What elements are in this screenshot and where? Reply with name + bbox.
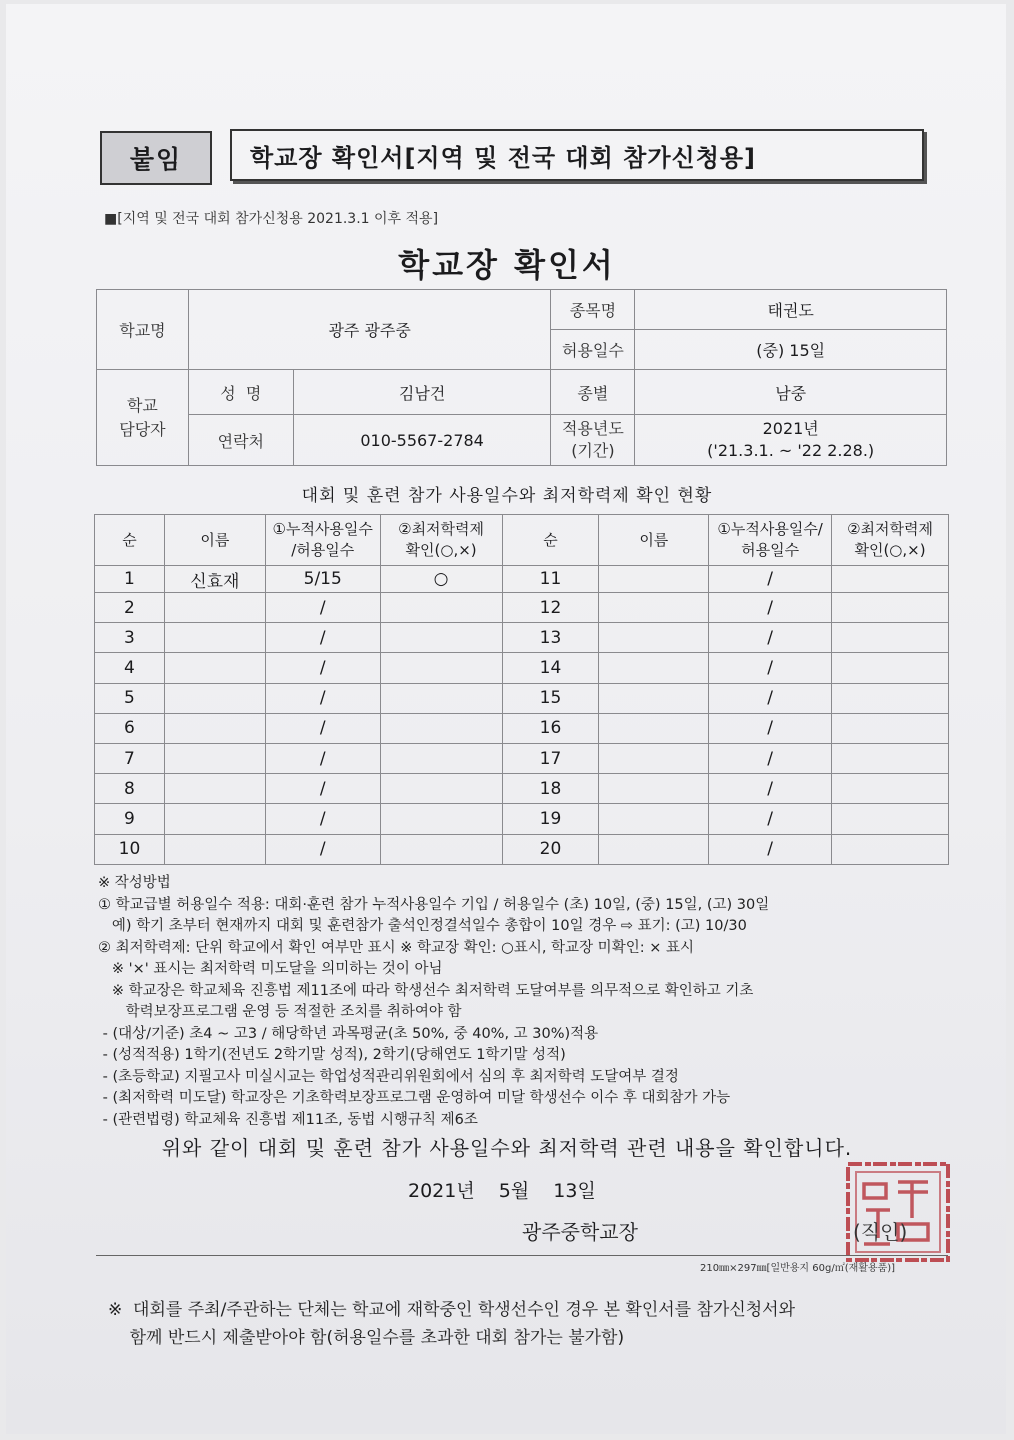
row-check — [832, 774, 949, 804]
date-month: 5월 — [498, 1180, 530, 1202]
row-name — [599, 593, 709, 623]
row-number: 9 — [95, 804, 165, 834]
instruction-line: - (최저학력 미도달) 학교장은 기초학력보장프로그램 운영하여 미달 학생선수 이수 후 대회참가 가능 — [98, 1090, 731, 1106]
header-days-right-2: 허용일수 — [741, 541, 800, 559]
row-name — [599, 804, 709, 834]
row-number: 20 — [502, 834, 599, 864]
instruction-line: ① 학교급별 허용일수 적용: 대회·훈련 참가 누적사용일수 기입 / 허용일수 (초) 10일, (중) 15일, (고) 30일 — [98, 896, 770, 913]
row-check — [832, 653, 949, 683]
row-days: / — [265, 743, 380, 773]
row-check — [832, 623, 949, 653]
row-name — [164, 623, 265, 653]
school-value: 광주 광주중 — [188, 290, 551, 370]
row-days: / — [265, 593, 380, 623]
row-name — [599, 653, 709, 683]
seal-mark-text: (직인) — [853, 1220, 908, 1244]
year-label — [551, 415, 635, 466]
row-check — [832, 566, 949, 593]
category-value: 남중 — [635, 370, 947, 415]
instruction-line: ※ '×' 표시는 최저학력 미도달을 의미하는 것이 아님 — [98, 961, 443, 977]
year-label-1: 적용년도 — [561, 419, 624, 438]
instruction-line: - (성적적용) 1학기(전년도 2학기말 성적), 2학기(당해연도 1학기말 성적) — [98, 1047, 566, 1063]
participation-table — [94, 514, 949, 865]
row-days: / — [709, 743, 832, 773]
staff-label — [97, 370, 189, 466]
row-number: 10 — [95, 834, 165, 864]
header-days-2: /허용일수 — [291, 541, 355, 559]
row-name — [164, 743, 265, 773]
row-days: / — [709, 566, 832, 593]
header-days-right-1: ①누적사용일수/ — [717, 520, 823, 538]
instruction-line: - (초등학교) 지필고사 미실시교는 학업성적관리위원회에서 심의 후 최저학력 도달여부 결정 — [98, 1068, 679, 1085]
row-days: 5/15 — [265, 566, 380, 593]
row-number: 18 — [502, 774, 599, 804]
row-name — [599, 834, 709, 864]
row-number: 19 — [502, 804, 599, 834]
header-check — [380, 515, 502, 566]
bottom-note — [108, 1296, 795, 1352]
header-name-right: 이름 — [599, 515, 709, 566]
year-value-1: 2021년 — [762, 419, 819, 438]
table-row — [95, 834, 949, 864]
row-check — [832, 743, 949, 773]
bottom-note-line: 함께 반드시 제출받아야 함(허용일수를 초과한 대회 참가는 불가함) — [108, 1328, 625, 1348]
staff-label-2: 담당자 — [119, 419, 166, 439]
table-row — [95, 623, 949, 653]
header-check-right-1: ②최저학력제 — [847, 520, 933, 538]
table-row — [95, 774, 949, 804]
row-number: 17 — [502, 743, 599, 773]
row-number: 6 — [95, 713, 165, 743]
row-number: 3 — [95, 623, 165, 653]
row-check — [380, 593, 502, 623]
row-name — [599, 713, 709, 743]
row-name — [599, 743, 709, 773]
issue-date — [408, 1176, 614, 1203]
year-label-2: (기간) — [571, 441, 615, 460]
staff-label-1: 학교 — [126, 395, 158, 415]
box-title-text: 학교장 확인서[지역 및 전국 대회 참가신청용] — [250, 143, 757, 172]
section-title: 대회 및 훈련 참가 사용일수와 최저학력제 확인 현황 — [301, 486, 713, 506]
row-check — [832, 683, 949, 713]
row-check — [832, 834, 949, 864]
principal-name: 광주중학교장 — [522, 1220, 638, 1244]
row-days: / — [709, 593, 832, 623]
row-number: 15 — [502, 683, 599, 713]
row-check — [380, 713, 502, 743]
row-number: 4 — [95, 653, 165, 683]
row-check — [380, 834, 502, 864]
page-title: 학교장 확인서 — [398, 246, 616, 284]
table-row — [95, 653, 949, 683]
row-days: / — [709, 804, 832, 834]
instruction-line: ※ 작성방법 — [98, 875, 171, 891]
instruction-line: 예) 학기 초부터 현재까지 대회 및 훈련참가 출석인정결석일수 총합이 10일 경우 ⇨ 표기: (고) 10/30 — [98, 918, 747, 934]
event-value: 태권도 — [635, 290, 947, 330]
instruction-line: 학력보장프로그램 운영 등 적절한 조치를 취하여야 함 — [98, 1004, 462, 1020]
row-check — [380, 623, 502, 653]
bottom-note-line: ※ 대회를 주최/주관하는 단체는 학교에 재학중인 학생선수인 경우 본 확인서를 참가신청서와 — [108, 1300, 796, 1320]
table-header-row — [95, 515, 949, 566]
table-row — [95, 713, 949, 743]
header-days-1: ①누적사용일수 — [272, 520, 373, 538]
row-name — [599, 566, 709, 593]
header-days — [265, 515, 380, 566]
contact-value: 010-5567-2784 — [293, 415, 551, 466]
row-name: 신효재 — [164, 566, 265, 593]
box-title — [230, 129, 924, 181]
year-value-2: ('21.3.1. ~ '22 2.28.) — [707, 441, 875, 460]
row-name — [164, 774, 265, 804]
row-check: ○ — [380, 566, 502, 593]
name-label: 성 명 — [188, 370, 293, 415]
writing-instructions — [98, 873, 769, 1131]
row-days: / — [265, 774, 380, 804]
row-number: 1 — [95, 566, 165, 593]
row-number: 13 — [502, 623, 599, 653]
header-check-1: ②최저학력제 — [398, 520, 485, 538]
table-row — [95, 683, 949, 713]
row-days: / — [709, 713, 832, 743]
header-days-right — [709, 515, 832, 566]
row-name — [164, 713, 265, 743]
row-number: 5 — [95, 683, 165, 713]
row-number: 16 — [502, 713, 599, 743]
row-days: / — [709, 623, 832, 653]
header-name: 이름 — [164, 515, 265, 566]
row-check — [380, 653, 502, 683]
school-label: 학교명 — [97, 290, 189, 370]
row-number: 8 — [95, 774, 165, 804]
row-check — [832, 804, 949, 834]
days-value: (중) 15일 — [635, 330, 947, 370]
row-number: 12 — [502, 593, 599, 623]
date-day: 13일 — [553, 1180, 596, 1202]
row-check — [380, 804, 502, 834]
official-seal-icon — [840, 1158, 958, 1268]
table-row — [95, 593, 949, 623]
row-days: / — [265, 804, 380, 834]
row-check — [832, 593, 949, 623]
header-no: 순 — [95, 515, 165, 566]
row-days: / — [265, 713, 380, 743]
paper-spec: 210㎜×297㎜[일반용지 60g/㎡(재활용품)] — [700, 1263, 896, 1274]
row-days: / — [709, 774, 832, 804]
row-number: 11 — [502, 566, 599, 593]
row-number: 14 — [502, 653, 599, 683]
instruction-line: - (관련법령) 학교체육 진흥법 제11조, 동법 시행규칙 제6조 — [98, 1111, 478, 1128]
row-days: / — [265, 834, 380, 864]
date-year: 2021년 — [408, 1180, 475, 1202]
header-check-right — [832, 515, 949, 566]
table-row — [95, 566, 949, 593]
event-label: 종목명 — [551, 290, 635, 330]
name-value: 김남건 — [293, 370, 551, 415]
row-name — [164, 804, 265, 834]
year-value — [635, 415, 947, 466]
row-check — [380, 774, 502, 804]
row-name — [164, 834, 265, 864]
info-table — [96, 289, 947, 466]
row-days: / — [265, 683, 380, 713]
category-label: 종별 — [551, 370, 635, 415]
row-days: / — [265, 623, 380, 653]
row-name — [164, 683, 265, 713]
row-days: / — [265, 653, 380, 683]
table-row — [95, 804, 949, 834]
table-row — [95, 743, 949, 773]
instruction-line: - (대상/기준) 초4 ~ 고3 / 해당학년 과목평균(초 50%, 중 40%, 고 30%)적용 — [98, 1025, 599, 1042]
row-check — [832, 713, 949, 743]
row-days: / — [709, 683, 832, 713]
row-name — [599, 774, 709, 804]
row-number: 7 — [95, 743, 165, 773]
row-name — [164, 593, 265, 623]
row-name — [164, 653, 265, 683]
row-number: 2 — [95, 593, 165, 623]
instruction-line: ※ 학교장은 학교체육 진흥법 제11조에 따라 학생선수 최저학력 도달여부를 의무적으로 확인하고 기초 — [98, 982, 754, 999]
row-days: / — [709, 834, 832, 864]
row-days: / — [709, 653, 832, 683]
confirm-statement: 위와 같이 대회 및 훈련 참가 사용일수와 최저학력 관련 내용을 확인합니다. — [161, 1136, 853, 1160]
days-label: 허용일수 — [551, 330, 635, 370]
header-check-right-2: 확인(○,×) — [854, 541, 926, 559]
row-check — [380, 683, 502, 713]
header-check-2: 확인(○,×) — [405, 541, 477, 559]
divider — [96, 1255, 948, 1256]
header-no-right: 순 — [502, 515, 599, 566]
sub-note: ■[지역 및 전국 대회 참가신청용 2021.3.1 이후 적용] — [104, 211, 439, 227]
row-name — [599, 683, 709, 713]
contact-label: 연락처 — [188, 415, 293, 466]
instruction-line: ② 최저학력제: 단위 학교에서 확인 여부만 표시 ※ 학교장 확인: ○표시, 학교장 미확인: × 표시 — [98, 939, 694, 956]
row-check — [380, 743, 502, 773]
row-name — [599, 623, 709, 653]
attachment-tag: 붙임 — [100, 131, 212, 185]
